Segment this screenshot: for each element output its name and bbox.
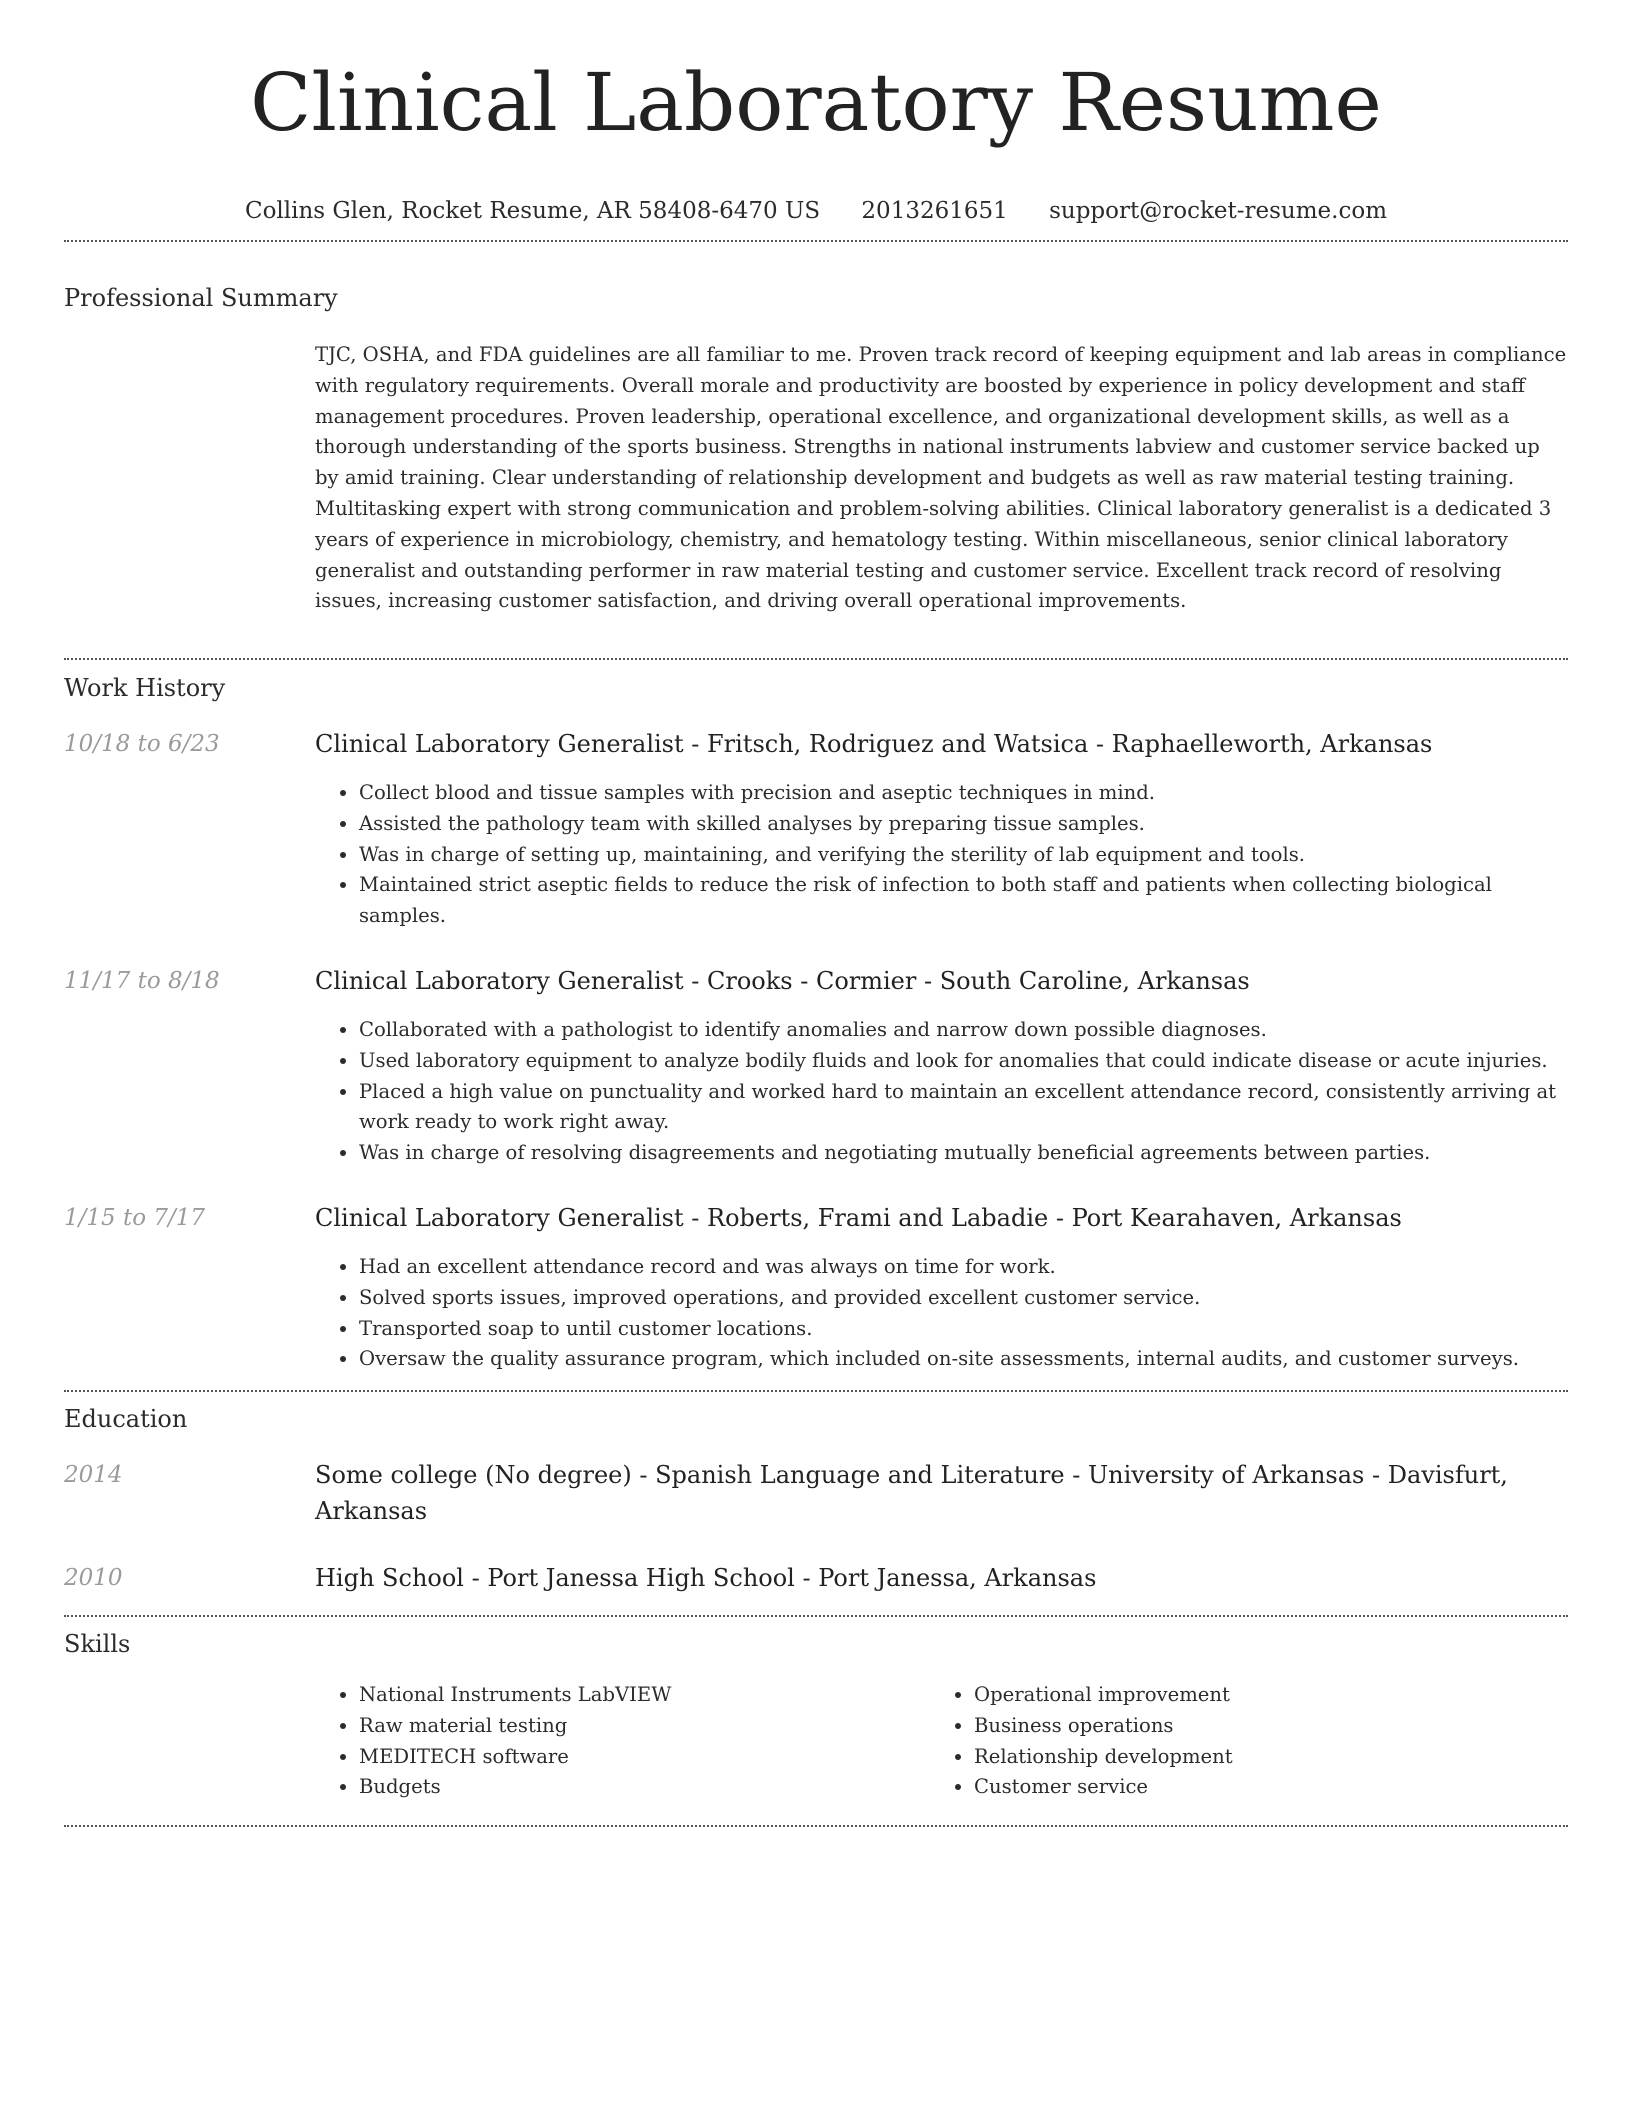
separator: -: [794, 1564, 819, 1592]
education-year: 2014: [64, 1462, 123, 1488]
job-position: Clinical Laboratory Generalist: [315, 1204, 684, 1232]
job-bullet: • Collect blood and tissue samples with precision and aseptic techniques in mind.: [359, 778, 1568, 809]
education-school: University of Arkansas: [1087, 1461, 1365, 1489]
education-heading: Education: [64, 1405, 188, 1433]
skills-list-right: [930, 1680, 1530, 1803]
job-dates: 1/15 to 7/17: [64, 1205, 206, 1231]
divider: [64, 1390, 1568, 1392]
separator: -: [631, 1461, 656, 1489]
education-year: 2010: [64, 1565, 123, 1591]
skill-item: • National Instruments LabVIEW: [359, 1680, 915, 1711]
divider: [64, 658, 1568, 660]
job-heading: [315, 963, 1568, 999]
job-position: Clinical Laboratory Generalist: [315, 967, 684, 995]
summary-text: TJC, OSHA, and FDA guidelines are all familiar to me. Proven track record of keeping equipment and lab areas in compliance with regulatory requirements. Overall morale and productivity are boosted by experience in policy development and staff management procedures. Proven leadership, operational excellence, and organizational development skills, as well as a thorough understanding of the sports business. Strengths in national instruments labview and customer service backed up by amid training. Clear understanding of relationship development and budgets as well as raw material testing training. Multitasking expert with strong communication and problem-solving abilities. Clinical laboratory generalist is a dedicated 3 years of experience in microbiology, chemistry, and hematology testing. Within miscellaneous, senior clinical laboratory generalist and outstanding performer in raw material testing and customer service. Excellent track record of resolving issues, increasing customer satisfaction, and driving overall operational improvements.: [315, 343, 1567, 613]
contact-email: support@rocket-resume.com: [1049, 198, 1388, 224]
skill-item: • Business operations: [974, 1711, 1530, 1742]
skill-item: • Customer service: [974, 1772, 1530, 1803]
job-bullet: • Transported soap to until customer locations.: [359, 1314, 1568, 1345]
contact-phone: 2013261651: [861, 198, 1008, 224]
job-bullet: • Maintained strict aseptic fields to reduce the risk of infection to both staff and patients when collecting biological samples.: [359, 870, 1568, 932]
resume-title: Clinical Laboratory Resume: [250, 56, 1382, 149]
job-bullet: • Assisted the pathology team with skilled analyses by preparing tissue samples.: [359, 809, 1568, 840]
job-position: Clinical Laboratory Generalist: [315, 730, 684, 758]
job-location: South Caroline, Arkansas: [939, 967, 1250, 995]
skill-item: • Relationship development: [974, 1742, 1530, 1773]
education-entry: [315, 1457, 1568, 1529]
job-location: Port Kearahaven, Arkansas: [1071, 1204, 1402, 1232]
education-entry: [315, 1560, 1568, 1596]
skill-item: • Raw material testing: [359, 1711, 915, 1742]
education-degree: High School: [315, 1564, 464, 1592]
job-company: Fritsch, Rodriguez and Watsica: [707, 730, 1089, 758]
education-school: Port Janessa High School: [487, 1564, 795, 1592]
divider: [64, 1825, 1568, 1827]
separator: -: [1088, 730, 1112, 758]
job-bullet: • Oversaw the quality assurance program, which included on-site assessments, internal audits, and customer surveys.: [359, 1344, 1568, 1375]
education-location: Port Janessa, Arkansas: [818, 1564, 1097, 1592]
resume-header: [0, 48, 1632, 226]
skill-item: • MEDITECH software: [359, 1742, 915, 1773]
job-bullet: • Had an excellent attendance record and was always on time for work.: [359, 1252, 1568, 1283]
divider: [64, 1615, 1568, 1617]
job-bullet: • Used laboratory equipment to analyze bodily fluids and look for anomalies that could indicate disease or acute injuries.: [359, 1046, 1568, 1077]
job-location: Raphaelleworth, Arkansas: [1111, 730, 1433, 758]
job-bullet: • Collaborated with a pathologist to identify anomalies and narrow down possible diagnoses.: [359, 1015, 1568, 1046]
separator: -: [683, 967, 707, 995]
divider: [64, 240, 1568, 242]
job-bullets: [315, 1015, 1568, 1169]
skill-item: • Operational improvement: [974, 1680, 1530, 1711]
education-field: Spanish Language and Literature: [655, 1461, 1065, 1489]
education-degree: Some college (No degree): [315, 1461, 632, 1489]
skills-list-left: [315, 1680, 915, 1803]
work-history-heading: Work History: [64, 674, 226, 702]
job-bullet: • Was in charge of resolving disagreements and negotiating mutually beneficial agreements between parties.: [359, 1138, 1568, 1169]
job-dates: 11/17 to 8/18: [64, 968, 220, 994]
contact-address: Collins Glen, Rocket Resume, AR 58408-6470 US: [244, 198, 821, 224]
job-bullets: [315, 778, 1568, 932]
separator: -: [683, 1204, 707, 1232]
separator: -: [916, 967, 940, 995]
separator: -: [1048, 1204, 1072, 1232]
job-heading: [315, 726, 1568, 762]
job-bullet: • Was in charge of setting up, maintaining, and verifying the sterility of lab equipment and tools.: [359, 840, 1568, 871]
skill-item: • Budgets: [359, 1772, 915, 1803]
summary-heading: Professional Summary: [64, 284, 338, 312]
job-dates: 10/18 to 6/23: [64, 731, 220, 757]
job-bullets: [315, 1252, 1568, 1375]
job-company: Crooks - Cormier: [707, 967, 917, 995]
separator: -: [1364, 1461, 1388, 1489]
education-location: Davisfurt, Arkansas: [315, 1461, 1508, 1525]
job-company: Roberts, Frami and Labadie: [707, 1204, 1049, 1232]
job-bullet: • Placed a high value on punctuality and worked hard to maintain an excellent attendance record, consistently arriving at work ready to work right away.: [359, 1077, 1568, 1139]
separator: -: [1064, 1461, 1088, 1489]
contact-line: [0, 196, 1632, 226]
job-heading: [315, 1200, 1568, 1236]
separator: -: [683, 730, 707, 758]
skills-heading: Skills: [64, 1630, 131, 1658]
job-bullet: • Solved sports issues, improved operations, and provided excellent customer service.: [359, 1283, 1568, 1314]
separator: -: [463, 1564, 488, 1592]
